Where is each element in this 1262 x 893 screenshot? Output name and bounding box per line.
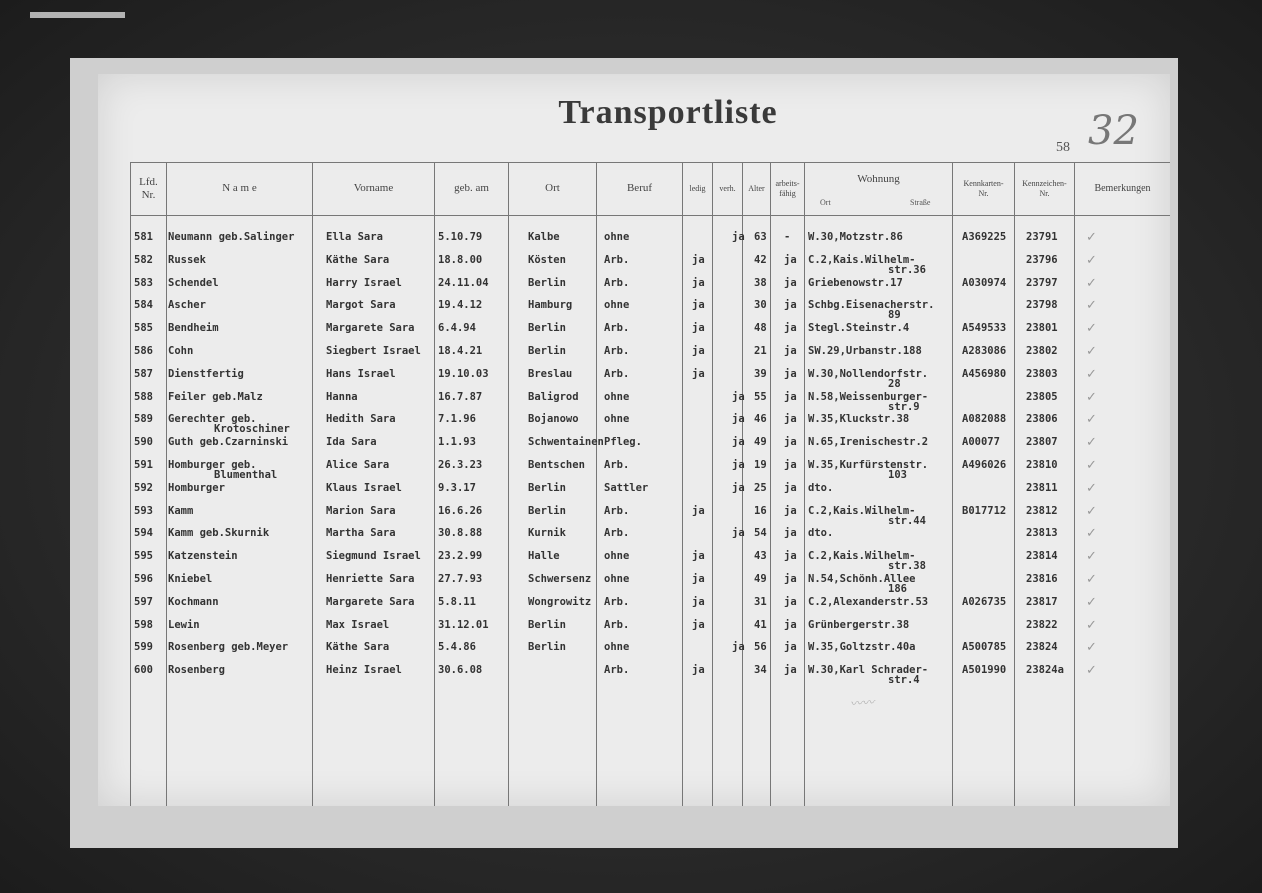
cell-beruf: Arb. [604,459,630,471]
column-line [166,216,167,806]
cell-lfd-nr: 590 [134,436,153,449]
cell-wohnung: W.35,Kluckstr.38 [808,413,910,426]
cell-beruf: Arb. [604,618,630,631]
cell-geb-am: 5.4.86 [438,641,476,654]
cell-wohnung: dto. [808,481,834,494]
cell-geb-am: 5.8.11 [438,595,476,608]
cell-verh: ja [732,413,745,426]
cell-vorname: Margot Sara [326,299,396,312]
cell-kennzeichen-nr: 23801 [1026,322,1058,335]
cell-verh: ja [732,641,745,654]
cell-geb-am: 23.2.99 [438,550,483,563]
cell-arbeitsfaehig: ja [784,459,797,471]
cell-name: Rosenberg geb.Meyer [168,641,289,654]
cell-ledig: ja [692,253,705,266]
cell-arbeitsfaehig: - [784,231,791,243]
cell-name: Bendheim [168,322,219,335]
cell-geb-am: 19.4.12 [438,299,483,312]
cell-kennzeichen-nr: 23814 [1026,550,1058,563]
cell-lfd-nr: 595 [134,550,153,563]
checkmark-icon: ✓ [1086,298,1097,314]
cell-alter: 21 [754,345,767,357]
cell-wohnung: SW.29,Urbanstr.188 [808,345,922,357]
cell-lfd-nr: 586 [134,345,153,357]
cell-lfd-nr: 596 [134,573,153,585]
cell-alter: 46 [754,413,767,426]
cell-alter: 25 [754,481,767,494]
cell-wohnung: Stegl.Steinstr.4 [808,322,910,335]
cell-ort: Baligrod [528,390,579,403]
cell-name: Homburger [168,481,225,494]
cell-vorname: Ella Sara [326,231,383,243]
cell-arbeitsfaehig: ja [784,618,797,631]
cell-kennzeichen-nr: 23816 [1026,573,1058,585]
checkmark-icon: ✓ [1086,480,1097,496]
cell-kennkarten-nr: A026735 [962,595,1007,608]
cell-ledig: ja [692,504,705,517]
header-geb-am: geb. am [434,162,508,216]
cell-wohnung-line2: str.44 [888,514,926,527]
header-ledig: ledig [682,162,712,216]
cell-wohnung: C.2,Kais.Wilhelm- [808,550,916,563]
cell-kennzeichen-nr: 23796 [1026,253,1058,266]
cell-ort: Bentschen [528,459,585,471]
cell-lfd-nr: 584 [134,299,153,312]
cell-vorname: Alice Sara [326,459,390,471]
cell-vorname: Marion Sara [326,504,396,517]
cell-ort: Berlin [528,618,566,631]
cell-beruf: ohne [604,550,630,563]
cell-kennzeichen-nr: 23805 [1026,390,1058,403]
cell-arbeitsfaehig: ja [784,390,797,403]
cell-beruf: ohne [604,390,630,403]
cell-wohnung: Schbg.Eisenacherstr. [808,299,935,312]
cell-name: Ascher [168,299,206,312]
cell-vorname: Martha Sara [326,527,396,540]
header-ort: Ort [508,162,596,216]
cell-alter: 48 [754,322,767,335]
cell-wohnung-line2: str.4 [888,674,920,687]
cell-kennkarten-nr: A030974 [962,276,1007,289]
column-line [952,216,953,806]
cell-geb-am: 24.11.04 [438,276,489,289]
cell-vorname: Max Israel [326,618,390,631]
checkmark-icon: ✓ [1086,321,1097,337]
cell-ort: Berlin [528,641,566,654]
cell-beruf: ohne [604,413,630,426]
cell-alter: 43 [754,550,767,563]
cell-alter: 56 [754,641,767,654]
cell-name: Gerechter geb. [168,413,257,426]
cell-lfd-nr: 598 [134,618,153,631]
cell-kennzeichen-nr: 23798 [1026,299,1058,312]
cell-alter: 42 [754,253,767,266]
cell-arbeitsfaehig: ja [784,413,797,426]
cell-ort: Kalbe [528,231,560,243]
cell-kennzeichen-nr: 23807 [1026,436,1058,449]
cell-wohnung-line2: 89 [888,309,901,322]
cell-lfd-nr: 594 [134,527,153,540]
cell-ort: Schwersenz [528,573,592,585]
cell-beruf: Arb. [604,527,630,540]
column-line [804,216,805,806]
cell-geb-am: 16.6.26 [438,504,483,517]
cell-geb-am: 26.3.23 [438,459,483,471]
cell-geb-am: 1.1.93 [438,436,476,449]
cell-alter: 16 [754,504,767,517]
cell-arbeitsfaehig: ja [784,367,797,380]
cell-beruf: Arb. [604,322,630,335]
cell-kennzeichen-nr: 23811 [1026,481,1058,494]
cell-name: Rosenberg [168,664,225,677]
cell-lfd-nr: 585 [134,322,153,335]
transport-list-document [98,74,1170,806]
cell-kennzeichen-nr: 23810 [1026,459,1058,471]
cell-wohnung: N.58,Weissenburger- [808,390,929,403]
column-line [312,216,313,806]
cell-geb-am: 6.4.94 [438,322,476,335]
cell-lfd-nr: 587 [134,367,153,380]
cell-arbeitsfaehig: ja [784,595,797,608]
cell-geb-am: 31.12.01 [438,618,489,631]
cell-alter: 63 [754,231,767,243]
checkmark-icon: ✓ [1086,549,1097,565]
cell-verh: ja [732,436,745,449]
checkmark-icon: ✓ [1086,366,1097,382]
cell-name: Homburger geb. [168,459,257,471]
cell-name: Kochmann [168,595,219,608]
checkmark-icon: ✓ [1086,458,1097,473]
cell-verh: ja [732,390,745,403]
cell-alter: 30 [754,299,767,312]
cell-name: Schendel [168,276,219,289]
cell-name: Guth geb.Czarninski [168,436,289,449]
cell-lfd-nr: 583 [134,276,153,289]
cell-ort: Kösten [528,253,566,266]
cell-lfd-nr: 597 [134,595,153,608]
column-line [742,216,743,806]
cell-kennkarten-nr: A500785 [962,641,1007,654]
cell-arbeitsfaehig: ja [784,641,797,654]
cell-kennzeichen-nr: 23802 [1026,345,1058,357]
cell-verh: ja [732,481,745,494]
cell-geb-am: 30.8.88 [438,527,483,540]
header-lfd-nr: Lfd. Nr. [130,162,166,216]
checkmark-icon: ✓ [1086,435,1097,451]
cell-wohnung: W.30,Nollendorfstr. [808,367,929,380]
checkmark-icon: ✓ [1086,275,1097,291]
header-arbeitsfaehig: arbeits- fähig [770,162,804,216]
header-alter: Alter [742,162,770,216]
handwritten-annotation: 〰〰 [849,695,875,711]
cell-name: Cohn [168,345,194,357]
cell-name: Lewin [168,618,200,631]
cell-wohnung: N.65,Irenischestr.2 [808,436,929,449]
cell-wohnung-line2: 186 [888,583,907,595]
header-wohnung-strasse: Straße [910,198,931,207]
cell-ledig: ja [692,299,705,312]
cell-kennkarten-nr: A456980 [962,367,1007,380]
cell-kennzeichen-nr: 23824a [1026,664,1064,677]
cell-wohnung: dto. [808,527,834,540]
cell-vorname: Siegbert Israel [326,345,421,357]
cell-ort: Schwentainen [528,436,604,449]
cell-arbeitsfaehig: ja [784,276,797,289]
checkmark-icon: ✓ [1086,640,1097,656]
cell-vorname: Hans Israel [326,367,396,380]
cell-beruf: Arb. [604,345,630,357]
cell-lfd-nr: 591 [134,459,153,471]
column-line [596,216,597,806]
checkmark-icon: ✓ [1086,389,1097,405]
column-line [434,216,435,806]
cell-ort: Hamburg [528,299,573,312]
cell-wohnung: C.2,Kais.Wilhelm- [808,504,916,517]
header-wohnung: Wohnung [804,162,952,216]
cell-wohnung: Griebenowstr.17 [808,276,903,289]
cell-alter: 19 [754,459,767,471]
cell-ledig: ja [692,322,705,335]
cell-geb-am: 19.10.03 [438,367,489,380]
header-verh: verh. [712,162,742,216]
checkmark-icon: ✓ [1086,617,1097,633]
cell-name: Russek [168,253,206,266]
cell-kennzeichen-nr: 23817 [1026,595,1058,608]
cell-alter: 54 [754,527,767,540]
cell-wohnung-line2: 103 [888,469,907,481]
cell-vorname: Margarete Sara [326,595,415,608]
cell-name: Feiler geb.Malz [168,390,263,403]
cell-kennzeichen-nr: 23822 [1026,618,1058,631]
cell-geb-am: 18.4.21 [438,345,483,357]
header-kennzeichen-nr: Kennzeichen- Nr. [1014,162,1074,216]
checkmark-icon: ✓ [1086,572,1097,587]
cell-kennkarten-nr: A082088 [962,413,1007,426]
cell-ort: Berlin [528,276,566,289]
cell-ledig: ja [692,595,705,608]
cell-kennzeichen-nr: 23797 [1026,276,1058,289]
column-line [682,216,683,806]
film-edge-mark [30,12,125,18]
cell-wohnung: C.2,Alexanderstr.53 [808,595,929,608]
cell-geb-am: 16.7.87 [438,390,483,403]
cell-geb-am: 7.1.96 [438,413,476,426]
checkmark-icon: ✓ [1086,344,1097,359]
cell-wohnung-line2: str.38 [888,560,926,573]
cell-ledig: ja [692,367,705,380]
cell-ort: Berlin [528,322,566,335]
cell-ort: Breslau [528,367,573,380]
cell-geb-am: 18.8.00 [438,253,483,266]
cell-vorname: Henriette Sara [326,573,415,585]
cell-name: Katzenstein [168,550,238,563]
header-kennkarten-nr: Kennkarten- Nr. [952,162,1014,216]
cell-kennkarten-nr: A496026 [962,459,1007,471]
column-line [712,216,713,806]
checkmark-icon: ✓ [1086,412,1097,428]
cell-vorname: Margarete Sara [326,322,415,335]
cell-arbeitsfaehig: ja [784,664,797,677]
cell-beruf: ohne [604,573,630,585]
cell-arbeitsfaehig: ja [784,345,797,357]
cell-name: Dienstfertig [168,367,244,380]
cell-beruf: Arb. [604,664,630,677]
header-bemerkungen: Bemerkungen [1074,162,1170,216]
cell-kennzeichen-nr: 23813 [1026,527,1058,540]
cell-wohnung: W.30,Motzstr.86 [808,231,903,243]
cell-vorname: Käthe Sara [326,253,390,266]
cell-alter: 31 [754,595,767,608]
cell-alter: 55 [754,390,767,403]
cell-verh: ja [732,527,745,540]
cell-ledig: ja [692,573,705,585]
column-line [1074,216,1075,806]
cell-verh: ja [732,459,745,471]
cell-kennzeichen-nr: 23812 [1026,504,1058,517]
cell-arbeitsfaehig: ja [784,550,797,563]
cell-lfd-nr: 588 [134,390,153,403]
cell-wohnung: W.35,Goltzstr.40a [808,641,916,654]
header-wohnung-ort: Ort [820,198,831,207]
cell-kennkarten-nr: A549533 [962,322,1007,335]
page-number-handwritten: 32 [1088,108,1139,154]
checkmark-icon: ✓ [1086,230,1097,245]
cell-ort: Berlin [528,504,566,517]
page-title: Transportliste [558,94,778,131]
cell-name-line2: Blumenthal [214,469,278,481]
cell-geb-am: 30.6.08 [438,664,483,677]
cell-geb-am: 5.10.79 [438,231,483,243]
cell-ledig: ja [692,345,705,357]
cell-name: Neumann geb.Salinger [168,231,295,243]
cell-beruf: ohne [604,299,630,312]
cell-beruf: Arb. [604,367,630,380]
cell-wohnung-line2: str.36 [888,263,926,276]
cell-beruf: Arb. [604,276,630,289]
cell-alter: 39 [754,367,767,380]
cell-alter: 34 [754,664,767,677]
cell-arbeitsfaehig: ja [784,322,797,335]
cell-beruf: Sattler [604,481,649,494]
cell-alter: 49 [754,573,767,585]
cell-name: Kamm [168,504,194,517]
cell-kennzeichen-nr: 23806 [1026,413,1058,426]
cell-ort: Berlin [528,481,566,494]
cell-geb-am: 9.3.17 [438,481,476,494]
cell-lfd-nr: 592 [134,481,153,494]
cell-arbeitsfaehig: ja [784,299,797,312]
cell-arbeitsfaehig: ja [784,527,797,540]
checkmark-icon: ✓ [1086,526,1097,542]
cell-arbeitsfaehig: ja [784,504,797,517]
cell-beruf: Arb. [604,253,630,266]
cell-wohnung: N.54,Schönh.Allee [808,573,916,585]
cell-ort: Wongrowitz [528,595,592,608]
column-line [130,216,131,806]
cell-vorname: Ida Sara [326,436,377,449]
cell-beruf: ohne [604,641,630,654]
cell-beruf: Arb. [604,595,630,608]
cell-kennkarten-nr: B017712 [962,504,1007,517]
cell-ledig: ja [692,276,705,289]
cell-name: Kamm geb.Skurnik [168,527,270,540]
cell-kennzeichen-nr: 23791 [1026,231,1058,243]
cell-wohnung: C.2,Kais.Wilhelm- [808,253,916,266]
cell-wohnung: Grünbergerstr.38 [808,618,910,631]
cell-ort: Kurnik [528,527,566,540]
header-vorname: Vorname [312,162,434,216]
checkmark-icon: ✓ [1086,503,1097,519]
cell-vorname: Heinz Israel [326,664,402,677]
cell-alter: 41 [754,618,767,631]
cell-arbeitsfaehig: ja [784,573,797,585]
cell-ledig: ja [692,550,705,563]
cell-ort: Berlin [528,345,566,357]
cell-vorname: Hedith Sara [326,413,396,426]
page-number-typed: 58 [1056,140,1070,155]
cell-wohnung: W.30,Karl Schrader- [808,664,929,677]
cell-kennzeichen-nr: 23824 [1026,641,1058,654]
cell-name-line2: Krotoschiner [214,423,290,436]
cell-vorname: Klaus Israel [326,481,402,494]
cell-vorname: Harry Israel [326,276,402,289]
cell-kennkarten-nr: A283086 [962,345,1007,357]
cell-wohnung-line2: str.9 [888,400,920,413]
cell-kennzeichen-nr: 23803 [1026,367,1058,380]
cell-arbeitsfaehig: ja [784,481,797,494]
cell-beruf: ohne [604,231,630,243]
cell-alter: 49 [754,436,767,449]
cell-vorname: Hanna [326,390,358,403]
cell-arbeitsfaehig: ja [784,436,797,449]
cell-wohnung-line2: 28 [888,377,901,390]
cell-geb-am: 27.7.93 [438,573,483,585]
cell-vorname: Siegmund Israel [326,550,421,563]
header-name: N a m e [166,162,312,216]
cell-kennkarten-nr: A00077 [962,436,1000,449]
cell-alter: 38 [754,276,767,289]
cell-vorname: Käthe Sara [326,641,390,654]
cell-lfd-nr: 582 [134,253,153,266]
cell-lfd-nr: 581 [134,231,153,243]
cell-ort: Bojanowo [528,413,579,426]
column-line [508,216,509,806]
cell-lfd-nr: 600 [134,664,153,677]
column-line [770,216,771,806]
checkmark-icon: ✓ [1086,252,1097,268]
cell-kennkarten-nr: A369225 [962,231,1007,243]
column-line [1014,216,1015,806]
cell-kennkarten-nr: A501990 [962,664,1007,677]
header-beruf: Beruf [596,162,682,216]
cell-beruf: Pfleg. [604,436,642,449]
cell-arbeitsfaehig: ja [784,253,797,266]
cell-ledig: ja [692,618,705,631]
checkmark-icon: ✓ [1086,594,1097,610]
cell-verh: ja [732,231,745,243]
cell-lfd-nr: 589 [134,413,153,426]
cell-lfd-nr: 593 [134,504,153,517]
cell-name: Kniebel [168,573,213,585]
cell-ledig: ja [692,664,705,677]
cell-beruf: Arb. [604,504,630,517]
checkmark-icon: ✓ [1086,663,1097,679]
cell-lfd-nr: 599 [134,641,153,654]
cell-wohnung: W.35,Kurfürstenstr. [808,459,929,471]
cell-ort: Halle [528,550,560,563]
